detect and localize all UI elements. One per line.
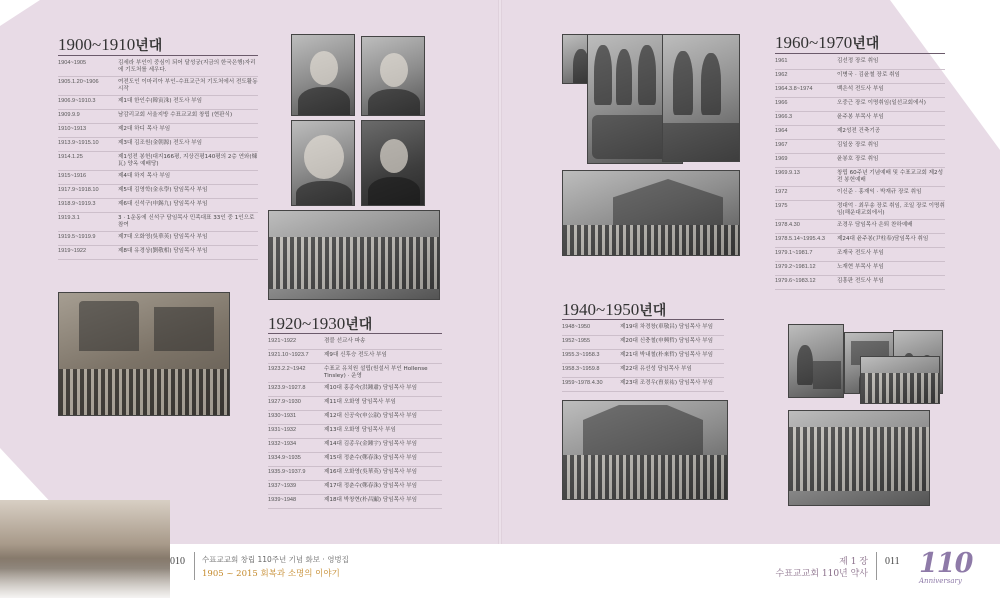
section-title-1920s [268,314,372,334]
timeline-event: 제2대 하디 목사 부임 [118,126,171,132]
timeline-date: 1906.9~1910.3 [58,98,96,104]
photo-church-group-right [662,34,740,162]
timeline-date: 1952~1955 [562,338,591,344]
timeline-date: 1921.10~1923.7 [268,352,309,358]
timeline-date: 1919~1922 [58,248,87,254]
section-title-suffix: 년대 [852,36,880,52]
timeline-row [562,322,724,336]
timeline-date: 1923.9~1927.8 [268,385,306,391]
section-title-suffix: 년대 [639,303,667,319]
timeline-date: 1978.4.30 [775,222,800,228]
timeline-row [775,220,945,234]
timeline-date: 1934.9~1935 [268,455,301,461]
footer-historic-photo [0,500,170,598]
timeline-date: 1932~1934 [268,441,297,447]
timeline-date: 1961 [775,58,788,64]
timeline-row [775,154,945,168]
timeline-row [775,168,945,187]
timeline-row [58,77,258,96]
section-title-years: 1960~1970 [775,33,853,52]
section-rule [58,55,258,56]
timeline-date: 1979.1~1981.7 [775,250,813,256]
timeline-date: 1955.3~1958.3 [562,352,600,358]
timeline-date: 1969.9.13 [775,170,800,176]
timeline-event: 제18대 박창현(朴昌顯) 담임목사 부임 [324,497,418,503]
timeline-event: 제22대 유선성 담임목사 부임 [620,366,692,372]
timeline-date: 1921~1922 [268,338,297,344]
timeline-date: 1972 [775,189,788,195]
timeline-date: 1913.9~1915.10 [58,140,99,146]
timeline-event: 정대억 · 최무송 장로 취임, 조일 장로 이명취임(해운대교회에서) [837,203,945,216]
anniversary-logo [915,548,977,590]
timeline-row [562,378,724,392]
timeline-row [58,232,258,246]
timeline-date: 1964 [775,128,788,134]
timeline-event: 제15대 정춘수(鄭春洙) 담임목사 부임 [324,455,418,461]
timeline-event: 김일웅 장로 취임 [837,142,879,148]
timeline-row [58,246,258,260]
timeline-row [562,336,724,350]
section-title-1960s [775,33,879,53]
timeline-row [58,199,258,213]
timeline-row [562,350,724,364]
timeline-row [58,58,258,77]
timeline-event: 제23대 조경우(曺景祐) 담임목사 부임 [620,380,714,386]
timeline-event: 이병국 · 김윤철 장로 취임 [837,72,900,78]
timeline-date: 1915~1916 [58,173,87,179]
timeline-date: 1969 [775,156,788,162]
timeline-row [268,383,442,397]
corner-decoration [0,0,40,26]
timeline-event: 오중근 장로 이명취임(일선교회에서) [837,100,926,106]
photo-choir-group [788,410,930,506]
photo-sanctuary-sunday-school [562,400,728,500]
photo-pulpit [788,324,844,398]
timeline-date: 1959~1978.4.30 [562,380,603,386]
timeline-row [268,364,442,383]
section-title-years: 1920~1930 [268,314,346,333]
timeline-row [775,98,945,112]
timeline-event: 3 · 1운동에 신석구 담임목사 민족대표 33인 중 1인으로 참여 [118,215,255,228]
page-number-right: 011 [885,556,900,567]
timeline-row [268,481,442,495]
timeline-event: 윤봉호 장로 취임 [837,156,879,162]
timeline-row [775,262,945,276]
timeline-row [775,112,945,126]
photo-portrait-pastor-suit [361,120,425,206]
timeline-row [268,453,442,467]
timeline-event: 제21대 박내철(朴來哲) 담임목사 부임 [620,352,714,358]
footer-chapter-title: 수표교교회 110년 약사 [775,569,868,579]
section-rule [775,53,945,54]
timeline-date: 1918.9~1919.3 [58,201,96,207]
timeline-date: 1978.5.14~1995.4.3 [775,236,825,242]
timeline-event: 제17대 정춘수(鄭春洙) 담임목사 부임 [324,483,418,489]
timeline-row [268,467,442,481]
book-gutter [498,0,502,598]
timeline-event: 수표교 유치원 설립(원설서 부인 Hollense Tinsley) · 운영 [324,366,428,379]
timeline-event: 김흥판 전도사 부임 [837,278,884,284]
timeline-date: 1939~1948 [268,497,297,503]
timeline-date: 1962 [775,72,788,78]
timeline-date: 1910~1913 [58,126,87,132]
timeline-row [268,495,442,509]
section-title-1900s [58,35,162,55]
timeline-row [775,70,945,84]
timeline-event: 제20대 신충철(申興哲) 담임목사 부임 [620,338,714,344]
timeline-row [58,152,258,171]
timeline-row [775,248,945,262]
timeline-event: 남감리교회 서울지방 수표교교회 창립 (현판식) [118,112,233,118]
timeline-event: 조재국 전도사 부임 [837,250,884,256]
footer-chapter: 제 1 장 [839,557,868,567]
timeline-date: 1919.5~1919.9 [58,234,96,240]
timeline-event: 조경우 담임목사 은퇴 찬하예배 [837,222,913,228]
timeline-date: 1975 [775,203,788,209]
timeline-row [268,439,442,453]
section-title-years: 1940~1950 [562,300,640,319]
timeline-row [562,364,724,378]
timeline-1960s [775,56,945,290]
section-title-1940s [562,300,666,320]
timeline-date: 1909.9.9 [58,112,80,118]
timeline-event: 제13대 오화영 담임목사 부임 [324,427,396,433]
timeline-row [58,213,258,232]
timeline-event: 제14대 김종우(金鍾宇) 담임목사 부임 [324,441,418,447]
footer-book-subtitle: 1905 ~ 2015 회복과 소명의 이야기 [202,569,340,579]
timeline-date: 1930~1931 [268,413,297,419]
page-number-left: 010 [170,556,185,567]
timeline-date: 1958.3~1959.8 [562,366,600,372]
timeline-event: 제4대 하지 목사 부임 [118,173,171,179]
timeline-event: 겸블 선교사 파송 [324,338,366,344]
timeline-date: 1914.1.25 [58,154,83,160]
logo-number: 110 [919,548,973,579]
timeline-row [58,124,258,138]
timeline-event: 백은석 전도사 부임 [837,86,884,92]
timeline-row [268,350,442,364]
timeline-row [775,234,945,248]
timeline-row [775,126,945,140]
timeline-1920s [268,336,442,509]
timeline-date: 1927.9~1930 [268,399,301,405]
timeline-date: 1966.3 [775,114,793,120]
timeline-row [775,84,945,98]
timeline-event: 김선정 장로 취임 [837,58,879,64]
photo-group-seated [860,356,940,404]
timeline-event: 제11대 오화영 담임목사 부임 [324,399,396,405]
timeline-row [775,140,945,154]
timeline-row [58,96,258,110]
footer-divider [194,552,195,580]
timeline-event: 제3대 김조원(金朝源) 전도사 부임 [118,140,203,146]
timeline-date: 1919.3.1 [58,215,80,221]
timeline-date: 1923.2.2~1942 [268,366,306,372]
timeline-row [775,187,945,201]
timeline-event: 제12대 신공숙(申公淑) 담임목사 부임 [324,413,418,419]
timeline-date: 1948~1950 [562,324,591,330]
section-title-suffix: 년대 [135,38,163,54]
timeline-event: 제7대 오화영(吳華英) 담임목사 부임 [118,234,208,240]
timeline-date: 1979.2~1981.12 [775,264,816,270]
timeline-event: 제10대 홍종숙(洪鍾肅) 담임목사 부임 [324,385,418,391]
timeline-event: 제19대 차경창(車敬昌) 담임목사 부임 [620,324,714,330]
timeline-event: 제5대 김영학(金永學) 담임목사 부임 [118,187,208,193]
timeline-row [268,411,442,425]
timeline-event: 이신준 · 홍재익 · 박재규 장로 취임 [837,189,922,195]
timeline-date: 1931~1932 [268,427,297,433]
photo-congregation-outdoor [268,210,440,300]
timeline-date: 1935.9~1937.9 [268,469,306,475]
timeline-date: 1937~1939 [268,483,297,489]
timeline-event: 제1대 한인수(韓寅洙) 전도사 부임 [118,98,203,104]
timeline-event: 윤주봉 부목사 부임 [837,114,884,120]
timeline-1900s [58,58,258,260]
timeline-row [268,336,442,350]
timeline-event: 제16대 오화영(吳華英) 담임목사 부임 [324,469,418,475]
timeline-event: 김세라 부인이 중심이 되어 달성궁(지금의 한국은행)자리에 기도처를 세우다. [118,60,256,73]
timeline-row [775,276,945,290]
timeline-row [268,425,442,439]
timeline-date: 1904~1905 [58,60,87,66]
logo-text: Anniversary [919,577,962,585]
timeline-date: 1979.6~1983.12 [775,278,816,284]
footer-divider [876,552,877,580]
timeline-date: 1966 [775,100,788,106]
timeline-date: 1964.3.8~1974 [775,86,813,92]
photo-portrait-missionary [291,34,355,116]
timeline-row [775,56,945,70]
timeline-row [775,201,945,220]
photo-portrait-elder [361,36,425,116]
timeline-row [268,397,442,411]
timeline-date: 1905.1.20~1906 [58,79,99,85]
timeline-row [58,171,258,185]
timeline-event: 제9대 신후승 전도사 부임 [324,352,387,358]
timeline-event: 제1성전 봉헌(대지166평, 지상건평140평의 2층 연와(煉瓦) 양옥 예배당) [118,154,258,167]
photo-church-building-crowd [562,170,740,256]
timeline-row [58,185,258,199]
timeline-event: 창립 60주년 기념예배 및 수표교교회 제2성전 봉헌예배 [837,170,944,183]
footer-book-title: 수표교교회 창립 110주년 기념 화보 · 영벙집 [202,555,349,564]
timeline-event: 노재현 부목사 부임 [837,264,884,270]
timeline-event: 제24대 윤주봉(尹柱奉)담임목사 취임 [837,236,929,242]
timeline-event: 여전도인 이마리아 부인–수표교근처 기도처에서 전도활동 시작 [118,79,258,92]
timeline-row [58,138,258,152]
section-title-years: 1900~1910 [58,35,136,54]
timeline-date: 1917.9~1918.10 [58,187,99,193]
photo-portrait-pastor-glasses [291,120,355,206]
section-title-suffix: 년대 [345,317,373,333]
timeline-event: 제6대 신석구(申錫九) 담임목사 부임 [118,201,208,207]
timeline-event: 제2성전 건축기공 [837,128,881,134]
timeline-date: 1967 [775,142,788,148]
photo-first-sanctuary-group [58,292,230,416]
section-rule [268,333,442,334]
timeline-row [58,110,258,124]
timeline-event: 제8대 유경상(劉敬相) 담임목사 부임 [118,248,208,254]
section-rule [562,319,724,320]
timeline-1940s [562,322,724,392]
